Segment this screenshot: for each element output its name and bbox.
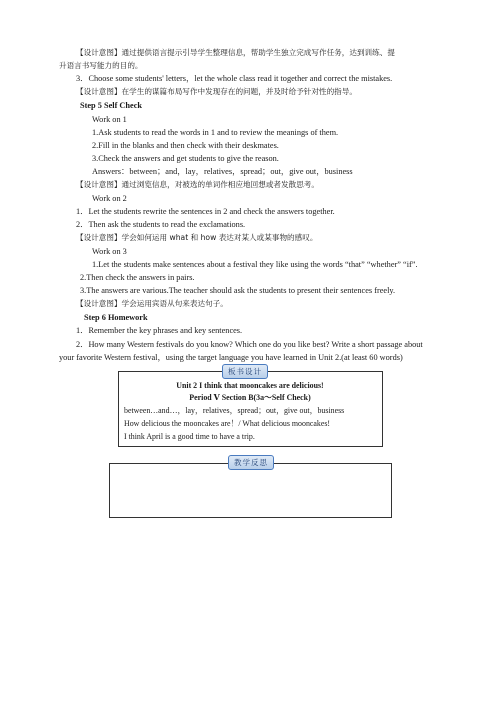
design-intent-1: 【设计意图】通过提供语言提示引导学生整理信息，帮助学生独立完成写作任务，达到训练、提 [76,48,395,57]
work-on-2-item-2: 2．Then ask the students to read the exclamations. [76,220,246,229]
reflection-box [109,463,392,518]
work-on-3-item-2: 2.Then check the answers in pairs. [80,273,195,282]
homework-item-2-cont: your favorite Western festival，using the target language you have learned in Unit 2.(at least 60 words) [59,353,403,362]
homework-item-1: 1．Remember the key phrases and key sentences. [76,326,243,335]
design-intent-4: 【设计意图】学会如何运用 what 和 how 表达对某人或某事物的感叹。 [76,233,318,242]
work-on-1-item-2: 2.Fill in the blanks and then check with their deskmates. [92,141,279,150]
design-intent-3: 【设计意图】通过浏览信息，对被选的单词作相应地回想或者发散思考。 [76,180,319,189]
board-line-3: I think April is a good time to have a trip. [124,432,255,441]
work-on-3-heading: Work on 3 [92,247,127,256]
work-on-2-heading: Work on 2 [92,194,127,203]
design-intent-2: 【设计意图】在学生的谋篇布局写作中发现存在的问题，并及时给予针对性的指导。 [76,87,357,96]
design-intent-5: 【设计意图】学会运用宾语从句来表达句子。 [76,299,228,308]
board-title: Unit 2 I think that mooncakes are delicious! [176,381,324,390]
work-on-1-answers: Answers：between；and，lay，relatives，spread；out，give out，business [92,167,353,176]
board-line-1: between…and…，lay，relatives，spread；out，give out，business [124,406,345,415]
design-intent-1-cont: 升语言书写能力的目的。 [59,61,143,70]
board-design-tag: 板书设计 [222,364,268,379]
board-subtitle: Period Ⅴ Section B(3a～Self Check) [189,393,311,402]
work-on-3-item-1: 1.Let the students make sentences about a festival they like using the words “that” “whether” “if”. [92,260,418,269]
work-on-1-heading: Work on 1 [92,115,127,124]
step5-heading: Step 5 Self Check [80,101,142,110]
work-on-3-item-3: 3.The answers are various.The teacher should ask the students to present their sentences freely. [80,286,396,295]
reflection-tag: 教学反思 [228,455,274,470]
step6-heading: Step 6 Homework [84,313,148,322]
work-on-2-item-1: 1．Let the students rewrite the sentences in 2 and check the answers together. [76,207,335,216]
board-line-2: How delicious the mooncakes are！/ What delicious mooncakes! [124,419,331,428]
work-on-1-item-1: 1.Ask students to read the words in 1 and to review the meanings of them. [92,128,339,137]
homework-item-2: 2．How many Western festivals do you know? Which one do you like best? Write a short passage about [76,340,423,349]
work-on-1-item-3: 3.Check the answers and get students to give the reason. [92,154,279,163]
step4-item-3: 3．Choose some students' letters，let the whole class read it together and correct the mistakes. [76,74,393,83]
